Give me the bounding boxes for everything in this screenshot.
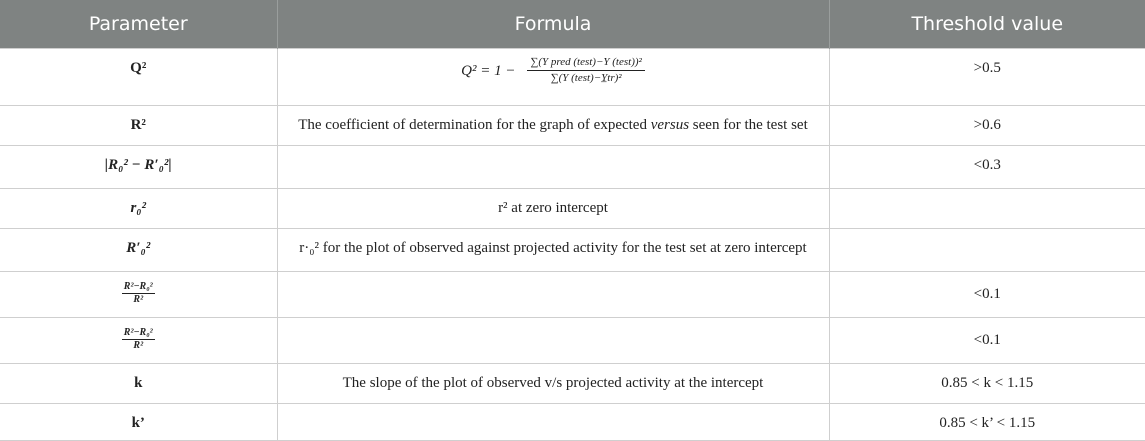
formula-cell: The slope of the plot of observed v/s projected activity at the intercept [277, 364, 829, 404]
header-formula: Formula [277, 0, 829, 49]
table-header-row [0, 0, 1145, 49]
formula-cell: r·₀² for the plot of observed against projected activity for the test set at zero intercept [277, 229, 829, 272]
threshold-cell: >0.6 [829, 106, 1145, 146]
formula-cell [277, 404, 829, 441]
param-cell: R² [0, 106, 277, 146]
threshold-cell [829, 189, 1145, 229]
formula-cell [277, 146, 829, 189]
param-cell [0, 189, 277, 229]
formula-numerator: ∑(Y pred (test)−Y (test))² [527, 55, 644, 71]
param-cell: k [0, 364, 277, 404]
param-fraction [122, 281, 155, 306]
param-cell: k’ [0, 404, 277, 441]
formula-fraction [527, 55, 644, 86]
threshold-cell: 0.85 < k < 1.15 [829, 364, 1145, 404]
header-parameter: Parameter [0, 0, 277, 49]
table-row [0, 146, 1145, 189]
table-row [0, 404, 1145, 441]
threshold-cell: <0.1 [829, 272, 1145, 318]
threshold-cell: 0.85 < k’ < 1.15 [829, 404, 1145, 441]
formula-cell [277, 318, 829, 364]
param-expression: |R₀² − R′₀²| [104, 157, 172, 173]
threshold-cell [829, 229, 1145, 272]
param-cell [0, 146, 277, 189]
threshold-cell: <0.3 [829, 146, 1145, 189]
fraction-numerator: R²−R₀² [123, 281, 153, 292]
formula-text-pre: The coefficient of determination for the graph of expected [298, 117, 651, 133]
table-row [0, 189, 1145, 229]
param-expression: r₀² [130, 200, 147, 216]
threshold-cell: >0.5 [829, 49, 1145, 106]
table-row [0, 318, 1145, 364]
table-row [0, 49, 1145, 106]
table-row [0, 272, 1145, 318]
formula-lhs: Q² = 1 − [461, 62, 516, 79]
table-row [0, 106, 1145, 146]
param-expression: R′₀² [126, 240, 151, 256]
formula-cell [277, 49, 829, 106]
header-threshold: Threshold value [829, 0, 1145, 49]
table-row [0, 364, 1145, 404]
formula-text-emphasis: versus [650, 117, 690, 133]
param-fraction [122, 327, 155, 352]
param-cell: Q² [0, 49, 277, 106]
fraction-numerator: R²−R₀² [123, 327, 153, 338]
threshold-cell: <0.1 [829, 318, 1145, 364]
fraction-denominator: R² [133, 340, 144, 351]
formula-text-post: seen for the test set [689, 117, 808, 133]
param-cell [0, 272, 277, 318]
formula-cell [277, 272, 829, 318]
q2-formula [461, 55, 645, 86]
fraction-denominator: R² [133, 294, 144, 305]
param-cell [0, 229, 277, 272]
table-row [0, 229, 1145, 272]
formula-denominator: ∑(Y (test)−Y̲tr)² [550, 72, 622, 84]
param-cell [0, 318, 277, 364]
formula-cell [277, 106, 829, 146]
formula-cell: r² at zero intercept [277, 189, 829, 229]
